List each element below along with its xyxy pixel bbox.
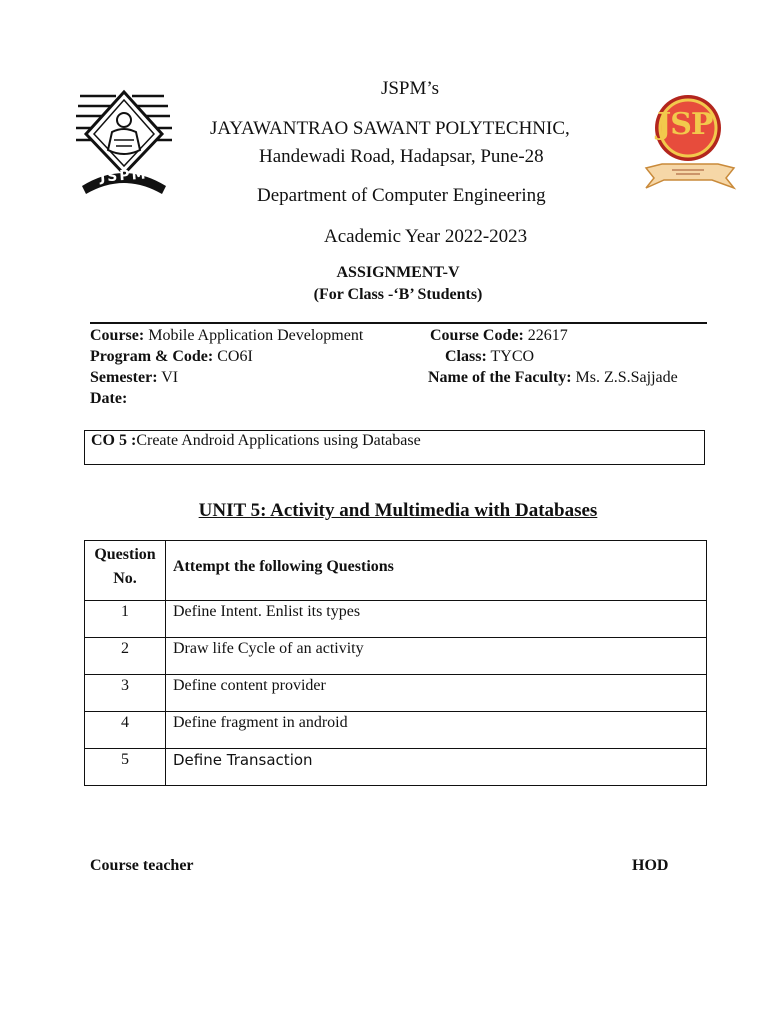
jsp-logo-right bbox=[642, 94, 738, 194]
semester-value: VI bbox=[157, 369, 179, 386]
question-number: 4 bbox=[85, 712, 166, 749]
date-info bbox=[90, 389, 127, 409]
department-name: Department of Computer Engineering bbox=[257, 185, 546, 206]
faculty-label: Name of the Faculty: bbox=[428, 369, 572, 386]
unit-title: UNIT 5: Activity and Multimedia with Databases bbox=[198, 500, 598, 521]
semester-info bbox=[90, 368, 178, 388]
question-no-header-line1: Question bbox=[94, 546, 156, 563]
question-text: Define Transaction bbox=[166, 749, 707, 786]
semester-label: Semester: bbox=[90, 369, 158, 386]
logo-left-text: JSPM bbox=[99, 166, 148, 186]
academic-year: Academic Year 2022-2023 bbox=[324, 226, 528, 247]
course-outcome bbox=[91, 432, 421, 450]
college-address: Handewadi Road, Hadapsar, Pune-28 bbox=[259, 146, 544, 167]
course-code-info bbox=[430, 326, 568, 346]
date-label: Date: bbox=[90, 390, 128, 407]
course-teacher-signature: Course teacher bbox=[90, 857, 194, 874]
faculty-info bbox=[428, 368, 678, 388]
course-info bbox=[90, 326, 363, 346]
program-label: Program & Code: bbox=[90, 348, 214, 365]
co-text: Create Android Applications using Database bbox=[136, 432, 421, 449]
course-value: Mobile Application Development bbox=[144, 327, 364, 344]
course-label: Course: bbox=[90, 327, 145, 344]
college-name: JAYAWANTRAO SAWANT POLYTECHNIC, bbox=[210, 118, 570, 139]
table-row bbox=[85, 749, 707, 786]
question-text: Define fragment in android bbox=[166, 712, 707, 749]
logo-right-text: JSP bbox=[657, 107, 713, 142]
class-label: Class: bbox=[445, 348, 487, 365]
course-outcome-box bbox=[84, 430, 705, 465]
hod-signature: HOD bbox=[632, 857, 669, 874]
assignment-title: ASSIGNMENT-V bbox=[336, 264, 460, 281]
question-number: 5 bbox=[85, 749, 166, 786]
question-text: Draw life Cycle of an activity bbox=[166, 638, 707, 675]
table-row bbox=[85, 712, 707, 749]
questions-table bbox=[84, 540, 707, 786]
question-number: 2 bbox=[85, 638, 166, 675]
course-code-label: Course Code: bbox=[430, 327, 524, 344]
class-info bbox=[445, 347, 534, 367]
jspm-logo-left bbox=[74, 88, 174, 198]
co-label: CO 5 : bbox=[91, 432, 137, 449]
table-row bbox=[85, 601, 707, 638]
question-number: 3 bbox=[85, 675, 166, 712]
question-no-header-line2: No. bbox=[113, 570, 137, 587]
program-info bbox=[90, 347, 253, 367]
org-name: JSPM’s bbox=[380, 78, 440, 99]
course-code-value: 22617 bbox=[523, 327, 568, 344]
header-divider bbox=[90, 322, 707, 324]
questions-header: Attempt the following Questions bbox=[166, 541, 707, 601]
table-header-row bbox=[85, 541, 707, 601]
question-text: Define Intent. Enlist its types bbox=[166, 601, 707, 638]
class-note: (For Class -‘B’ Students) bbox=[313, 286, 483, 303]
table-row bbox=[85, 675, 707, 712]
program-value: CO6I bbox=[213, 348, 253, 365]
question-no-header bbox=[85, 541, 166, 601]
class-value: TYCO bbox=[486, 348, 535, 365]
question-text: Define content provider bbox=[166, 675, 707, 712]
table-row bbox=[85, 638, 707, 675]
question-number: 1 bbox=[85, 601, 166, 638]
faculty-value: Ms. Z.S.Sajjade bbox=[571, 369, 678, 386]
